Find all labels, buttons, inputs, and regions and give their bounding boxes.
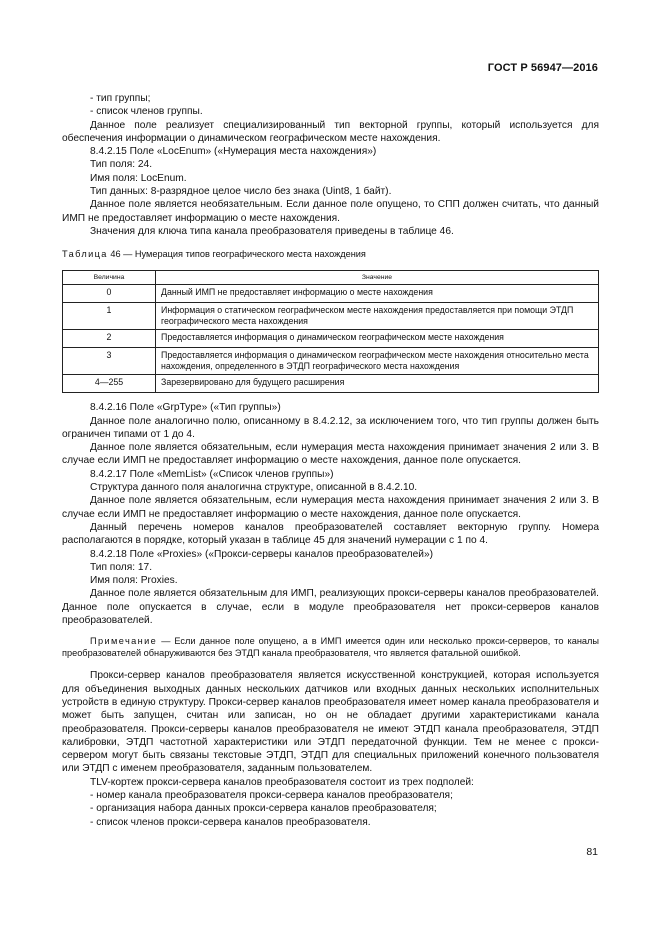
table-cell-meaning: Зарезервировано для будущего расширения: [156, 375, 599, 393]
page-content: [62, 92, 599, 829]
section-heading-8-4-2-17: 8.4.2.17 Поле «MemList» («Список членов группы»): [90, 468, 334, 480]
note: [62, 635, 599, 659]
paragraph: Данный перечень номеров каналов преобразователей составляет векторную группу. Номера располагаются в порядке, который указан в таблице 45 для значений нумерации с 1 по 4.: [62, 521, 599, 547]
paragraph: Прокси-сервер каналов преобразователя является искусственной конструкцией, которая используется для объединения выходных данных нескольких датчиков или входных данных нескольких исполнительных устройств в единую структуру. Прокси-сервер каналов преобразователя имеет номер канала преобразователя и может быть запущен, считан или записан, но он не обладает другими характеристиками канала преобразователя. Прокси-серверы каналов преобразователя не имеют ЭТДП канала преобразователя, ЭТДП калибровки, ЭТДП частотной характеристики или ЭТДП передаточной функции. Тем не менее с прокси-сервером могут быть связаны текстовые ЭТДП, ЭТДП для специальных приложений конечного пользователя или ЭТДП с именем преобразователя, заданным пользователем.: [62, 670, 599, 775]
table-cell-meaning: Информация о статическом географическом месте нахождения предоставляется при помощи ЭТДП географического места нахождения: [156, 303, 599, 330]
list-item: - список членов прокси-сервера каналов преобразователя.: [90, 816, 371, 828]
field-type: Тип поля: 17.: [90, 561, 153, 573]
table-cell-value: 0: [63, 285, 156, 303]
table-caption-label: Таблица: [62, 249, 108, 260]
field-name: Имя поля: Proxies.: [90, 575, 178, 587]
section-heading-8-4-2-16: 8.4.2.16 Поле «GrpType» («Тип группы»): [90, 402, 281, 414]
paragraph: Данное поле является обязательным, если нумерация места нахождения принимает значения 2 или 3. В случае если ИМП не предоставляет информацию о месте нахождения, данное поле опускается.: [62, 495, 599, 520]
table-row: [63, 348, 599, 375]
table-caption-text: 46 — Нумерация типов географического места нахождения: [107, 249, 366, 260]
table-cell-meaning: Предоставляется информация о динамическом географическом месте нахождения относительно места нахождения, определенного в ЭТДП географического места нахождения: [156, 348, 599, 375]
field-datatype: Тип данных: 8-разрядное целое число без знака (Uint8, 1 байт).: [90, 186, 392, 198]
location-enum-table: [62, 270, 599, 393]
table-cell-meaning: Данный ИМП не предоставляет информацию о месте нахождения: [156, 285, 599, 303]
table-cell-value: 3: [63, 348, 156, 375]
paragraph: Данное поле реализует специализированный тип векторной группы, который используется для обеспечения информации о динамическом географическом месте нахождения.: [62, 119, 599, 144]
paragraph: Данное поле аналогично полю, описанному в 8.4.2.12, за исключением того, что тип группы должен быть ограничен типами от 1 до 4.: [62, 415, 599, 440]
column-header-meaning: Значение: [156, 271, 599, 285]
table-cell-value: 1: [63, 303, 156, 330]
table-row: [63, 303, 599, 330]
table-cell-value: 2: [63, 330, 156, 348]
note-label: Примечание: [90, 636, 158, 647]
table-caption: [62, 248, 599, 260]
page-number: 81: [586, 846, 598, 858]
paragraph: Данное поле является обязательным для ИМП, реализующих прокси-серверы каналов преобразователей. Данное поле опускается в случае, если в модуле преобразователя нет прокси-серверов каналов преобразователей.: [62, 588, 599, 627]
list-item: - номер канала преобразователя прокси-сервера каналов преобразователя;: [90, 789, 453, 801]
section-heading-8-4-2-18: 8.4.2.18 Поле «Proxies» («Прокси-серверы каналов преобразователей»): [90, 548, 434, 560]
field-name: Имя поля: LocEnum.: [90, 172, 187, 184]
note-text: — Если данное поле опущено, а в ИМП имеется один или несколько прокси-серверов, то каналы преобразователей обнаруживаются без ЭТДП канала преобразователя, что является фатальной ошибкой.: [62, 636, 599, 659]
field-type: Тип поля: 24.: [90, 159, 153, 171]
table-row: [63, 330, 599, 348]
list-item: - тип группы;: [90, 93, 151, 104]
table-row: [63, 375, 599, 393]
table-cell-meaning: Предоставляется информация о динамическом географическом месте нахождения: [156, 330, 599, 348]
paragraph: Значения для ключа типа канала преобразователя приведены в таблице 46.: [90, 225, 454, 237]
table-row: [63, 285, 599, 303]
column-header-value: Величина: [63, 271, 156, 285]
table-header-row: [63, 271, 599, 285]
section-block: [62, 401, 599, 627]
paragraph: Данное поле является обязательным, если нумерация места нахождения принимает значения 2 или 3. В случае если ИМП не предоставляет информацию о месте нахождения, данное поле опускается.: [62, 442, 599, 467]
section-heading-8-4-2-15: 8.4.2.15 Поле «LocEnum» («Нумерация места нахождения»): [90, 146, 377, 158]
table-cell-value: 4—255: [63, 375, 156, 393]
list-item: - список членов группы.: [90, 106, 203, 118]
document-header: ГОСТ Р 56947—2016: [487, 62, 598, 74]
paragraph: Данное поле является необязательным. Если данное поле опущено, то СПП должен считать, что данный ИМП не предоставляет информацию о месте нахождения.: [62, 199, 599, 224]
list-item: - организация набора данных прокси-сервера каналов преобразователя;: [90, 803, 437, 815]
paragraph: Структура данного поля аналогична структуре, описанной в 8.4.2.10.: [90, 482, 418, 494]
paragraph: TLV-кортеж прокси-сервера каналов преобразователя состоит из трех подполей:: [90, 776, 474, 788]
